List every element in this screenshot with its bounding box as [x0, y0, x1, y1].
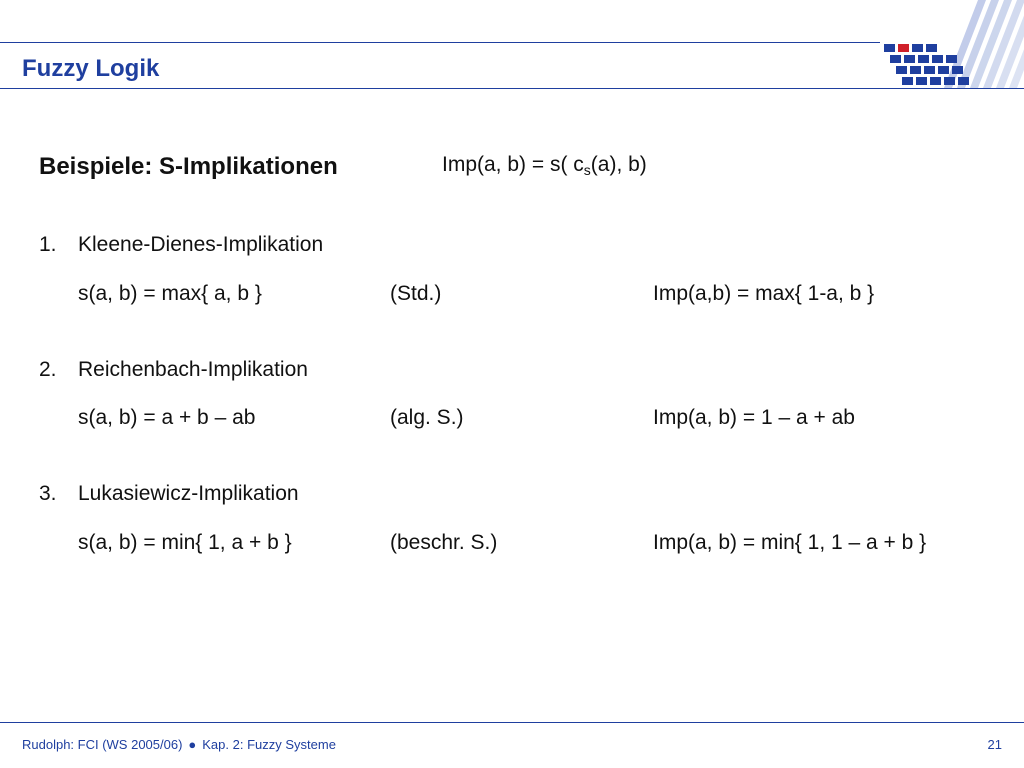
header-top-rule — [0, 42, 880, 43]
footer-separator-icon: ● — [188, 737, 197, 752]
section-heading: Beispiele: S-Implikationen — [39, 153, 338, 180]
list-item-number: 1. — [39, 233, 57, 256]
list-item-title: Reichenbach-Implikation — [78, 358, 308, 381]
footer-chapter: Kap. 2: Fuzzy Systeme — [202, 737, 336, 752]
list-item-title: Lukasiewicz-Implikation — [78, 482, 299, 505]
implication-formula: Imp(a,b) = max{ 1-a, b } — [653, 282, 875, 305]
general-formula — [442, 151, 647, 179]
footer-text — [22, 737, 336, 753]
footer-author-course: Rudolph: FCI (WS 2005/06) — [22, 737, 183, 752]
snorm-abbreviation: (Std.) — [390, 282, 442, 305]
snorm-formula: s(a, b) = a + b – ab — [78, 406, 256, 429]
formula-prefix: Imp(a, b) = s( c — [442, 153, 584, 176]
list-item-number: 3. — [39, 482, 57, 505]
list-item-number: 2. — [39, 358, 57, 381]
footer-rule — [0, 722, 1024, 723]
page-number: 21 — [987, 737, 1002, 752]
snorm-formula: s(a, b) = min{ 1, a + b } — [78, 531, 292, 554]
implication-formula: Imp(a, b) = 1 – a + ab — [653, 406, 855, 429]
snorm-abbreviation: (alg. S.) — [390, 406, 464, 429]
snorm-abbreviation: (beschr. S.) — [390, 531, 498, 554]
formula-subscript: s — [583, 162, 591, 178]
university-logo-icon — [860, 0, 1024, 97]
slide-title: Fuzzy Logik — [22, 55, 160, 82]
formula-suffix: (a), b) — [590, 153, 647, 176]
list-item-title: Kleene-Dienes-Implikation — [78, 233, 324, 256]
snorm-formula: s(a, b) = max{ a, b } — [78, 282, 262, 305]
implication-formula: Imp(a, b) = min{ 1, 1 – a + b } — [653, 531, 927, 554]
